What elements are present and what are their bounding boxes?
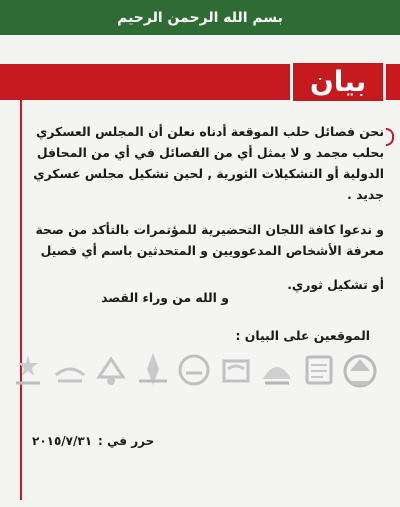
date-label: حرر في : [98, 434, 155, 448]
faction-logo-9-icon [8, 347, 48, 393]
title-box [290, 60, 386, 104]
faction-logo-1-icon [340, 347, 380, 393]
faction-logo-8-icon [50, 347, 90, 393]
top-banner [0, 0, 400, 35]
date-row [32, 434, 154, 448]
basmala-text: بسم الله الرحمن الرحيم [117, 9, 283, 26]
statement-body [30, 121, 384, 295]
faction-logos-row [8, 345, 380, 395]
faction-logo-7-icon [91, 347, 131, 393]
paragraph-1: نحن فصائل حلب الموقعة أدناه نعلن أن المجلس العسكري بحلب مجمد و لا يمثل أي من الفصائل في أي من المحافل الدولية أو التشكيلات الثورية , لحين تشكيل مجلس عسكري جديد . [33, 124, 384, 202]
closing-line: و الله من وراء القصد [101, 290, 229, 305]
statement-title: بيان [309, 65, 367, 98]
faction-logo-6-icon [133, 347, 173, 393]
faction-logo-5-icon [174, 347, 214, 393]
faction-logo-4-icon [216, 347, 256, 393]
left-border-line [20, 100, 22, 500]
faction-logo-3-icon [257, 347, 297, 393]
faction-logo-2-icon [299, 347, 339, 393]
paragraph-3: أو تشكيل ثوري. [287, 277, 384, 292]
paragraph-2: و ندعوا كافة اللجان التحضيرية للمؤتمرات بالتأكد من صحة معرفة الأشخاص المدعوويين و المتحدثين باسم أي فصيل [35, 222, 384, 258]
signatories-label: الموقعين على البيان : [235, 328, 370, 343]
title-bar [0, 64, 400, 100]
date-value: ٢٠١٥/٧/٣١ [32, 434, 93, 448]
bracket-ornament-icon [386, 128, 394, 146]
